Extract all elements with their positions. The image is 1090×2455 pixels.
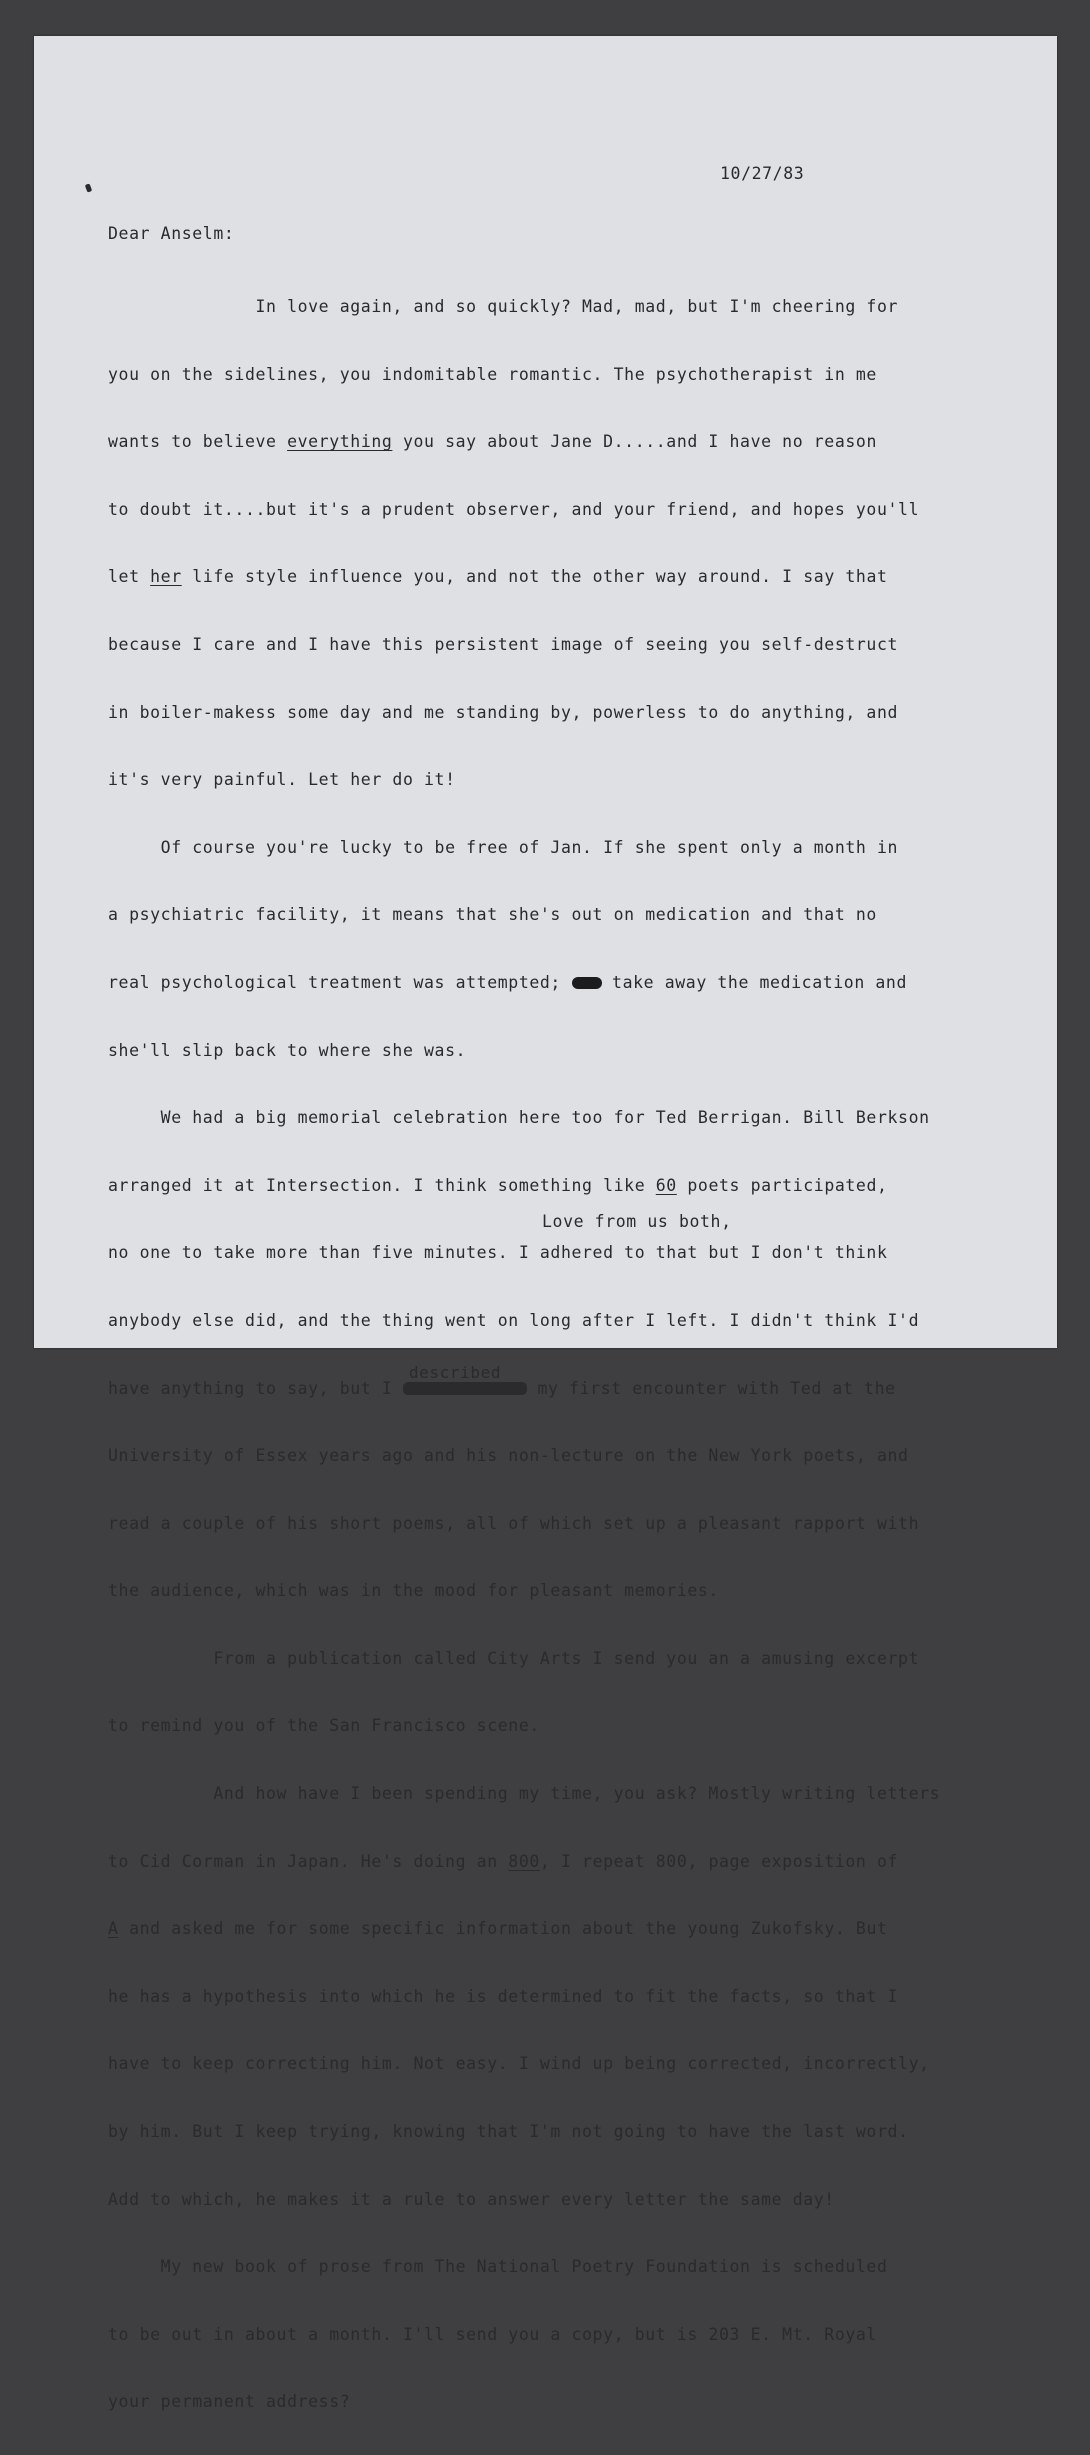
body-line: you on the sidelines, you indomitable romantic. The psychotherapist in me [108, 364, 877, 384]
body-line: your permanent address? [108, 2392, 351, 2412]
body-line: In love again, and so quickly? Mad, mad, but I'm cheering for [108, 297, 899, 316]
body-line: read a couple of his short poems, all of which set up a pleasant rapport with [108, 1513, 920, 1533]
text-segment: to Cid Corman in Japan. He's doing an [108, 1851, 509, 1871]
body-line: And how have I been spending my time, you ask? Mostly writing letters [108, 1784, 941, 1804]
letter-body [108, 254, 1048, 2455]
text-segment: life style influence you, and not the other way around. I say that [181, 567, 888, 587]
underlined-number: 800 [508, 1851, 540, 1871]
body-line: Of course you're lucky to be free of Jan. If she spent only a month in [108, 837, 899, 857]
text-segment: , I repeat 800, page exposition of [539, 1851, 899, 1871]
ink-blot [572, 977, 602, 989]
text-segment: wants to believe [108, 432, 288, 452]
salutation: Dear Anselm: [108, 224, 235, 243]
body-line: by him. But I keep trying, knowing that I'm not going to have the last word. [108, 2122, 909, 2142]
body-line: to doubt it....but it's a prudent observer, and your friend, and hopes you'll [108, 499, 920, 519]
body-line: have to keep correcting him. Not easy. I wind up being corrected, incorrectly, [108, 2054, 930, 2074]
body-line: University of Essex years ago and his non-lecture on the New York poets, and [108, 1446, 909, 1466]
body-line: in boiler-makess some day and me standing by, powerless to do anything, and [108, 702, 899, 722]
body-line: the audience, which was in the mood for pleasant memories. [108, 1581, 719, 1601]
text-segment: take away the medication [612, 972, 865, 992]
closing: Love from us both, [542, 1212, 732, 1231]
inserted-word: described [408, 1362, 502, 1382]
body-line: a psychiatric facility, it means that she's out on medication and that no [108, 905, 877, 925]
text-segment: and [864, 972, 907, 992]
body-line: to remind you of the San Francisco scene. [108, 1716, 540, 1736]
body-line: no one to take more than five minutes. I adhered to that but I don't think [108, 1243, 888, 1263]
body-line [108, 1847, 1048, 1877]
underlined-word: everything [287, 432, 393, 452]
body-line: it's very painful. Let her do it! [108, 770, 456, 790]
letter-date: 10/27/83 [720, 164, 805, 183]
text-segment: and asked me for some specific information about the young Zukofsky. But [118, 1919, 888, 1939]
text-segment: have anything to say, but I [108, 1378, 403, 1398]
body-line [108, 1362, 1048, 1404]
text-segment: arranged it at Intersection. I think something like [108, 1175, 656, 1195]
body-line: because I care and I have this persistent image of seeing you self-destruct [108, 634, 899, 654]
body-line: he has a hypothesis into which he is determined to fit the facts, so that I [108, 1986, 899, 2006]
correction [403, 1362, 527, 1404]
text-segment: you say about Jane D.....and I have no reason [392, 432, 877, 452]
body-line: to be out in about a month. I'll send you a copy, but is 203 E. Mt. Royal [108, 2324, 877, 2344]
ink-mark [85, 183, 92, 192]
text-segment: let [108, 567, 151, 587]
body-line [108, 562, 1048, 592]
body-line: anybody else did, and the thing went on long after I left. I didn't think I'd [108, 1310, 920, 1330]
underlined-title: A [108, 1919, 119, 1939]
text-segment: real psychological treatment was attempted; [108, 972, 572, 992]
body-line: From a publication called City Arts I send you an a amusing excerpt [108, 1648, 920, 1668]
body-line: We had a big memorial celebration here too for Ted Berrigan. Bill Berkson [108, 1108, 930, 1128]
body-line [108, 1914, 1048, 1944]
body-line [108, 968, 1048, 998]
text-segment: poets participated, [676, 1175, 888, 1195]
body-line: she'll slip back to where she was. [108, 1040, 467, 1060]
body-line [108, 1171, 1048, 1201]
body-line: My new book of prose from The National Poetry Foundation is scheduled [108, 2257, 888, 2277]
text-segment: my first encounter with Ted at the [526, 1378, 896, 1398]
body-line [108, 427, 1048, 457]
underlined-number: 60 [655, 1175, 677, 1195]
body-line: Add to which, he makes it a rule to answer every letter the same day! [108, 2189, 835, 2209]
underlined-word: her [150, 567, 182, 587]
letter-page [34, 36, 1057, 2412]
